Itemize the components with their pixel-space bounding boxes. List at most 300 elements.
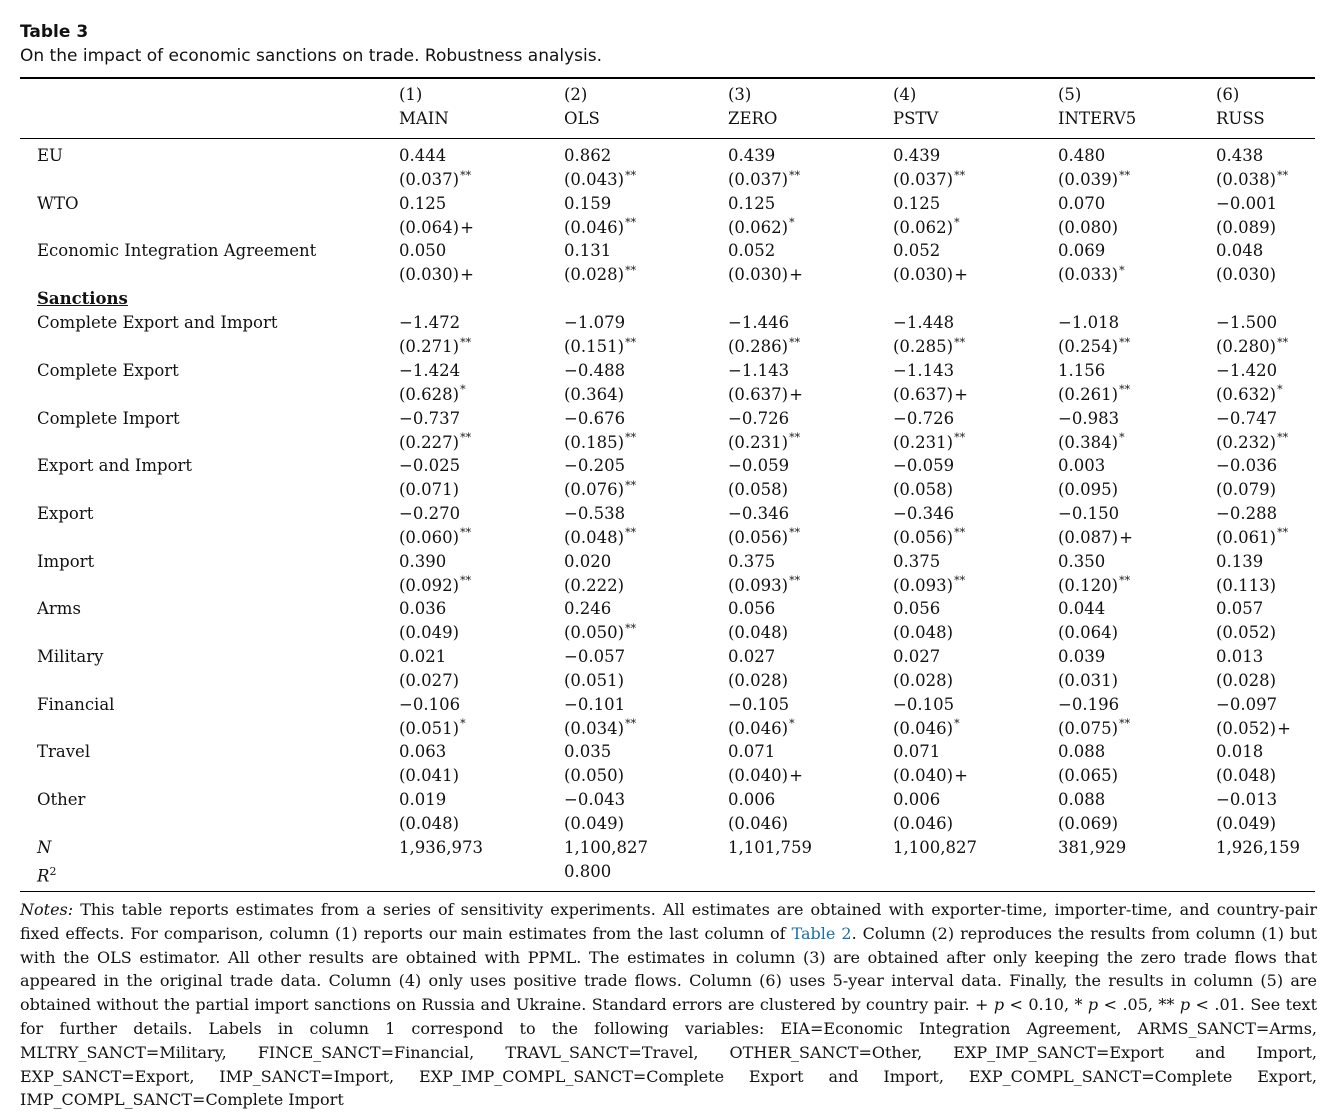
significance-marker: ** <box>625 168 637 182</box>
coefficient: −0.150 <box>1058 503 1120 523</box>
se-value: (0.033) <box>1058 265 1119 285</box>
coefficient: 0.071 <box>728 742 776 762</box>
coefficient: −0.676 <box>564 408 626 428</box>
coefficient: 0.139 <box>1216 551 1264 571</box>
se-value: (0.364) <box>564 384 625 404</box>
standard-error <box>893 433 965 453</box>
significance-marker: * <box>789 216 795 230</box>
se-value: (0.028) <box>564 265 625 285</box>
standard-error <box>893 480 953 500</box>
coefficient: 0.438 <box>1216 146 1264 165</box>
se-value: (0.286) <box>728 337 789 357</box>
significance-marker: ** <box>789 574 801 588</box>
coefficient: 0.044 <box>1058 599 1106 619</box>
se-value: (0.060) <box>399 527 460 547</box>
standard-error <box>399 719 466 739</box>
coefficient: −0.726 <box>893 408 955 428</box>
se-value: (0.062) <box>728 217 789 237</box>
observations: 1,101,759 <box>728 837 812 857</box>
coefficient: −0.196 <box>1058 694 1120 714</box>
se-value: (0.093) <box>728 575 789 595</box>
coefficient: 0.006 <box>893 790 941 810</box>
significance-marker: * <box>1277 383 1283 397</box>
se-value: (0.048) <box>1216 766 1277 786</box>
coefficient: −0.025 <box>399 456 461 476</box>
se-value: (0.037) <box>728 170 789 189</box>
standard-error <box>893 170 965 190</box>
coefficient: −1.424 <box>399 360 461 380</box>
significance-marker: ** <box>1119 335 1131 349</box>
se-value: (0.027) <box>399 671 460 690</box>
standard-error <box>1216 623 1276 643</box>
standard-error <box>1058 265 1125 285</box>
se-value: (0.064) <box>399 217 460 237</box>
standard-error <box>893 528 965 548</box>
standard-error <box>1216 766 1276 786</box>
coefficient: 0.088 <box>1058 742 1106 762</box>
table-caption: On the impact of economic sanctions on trade. Robustness analysis. <box>20 46 603 66</box>
standard-error <box>1058 623 1118 643</box>
standard-error <box>399 385 466 405</box>
header-rule <box>20 138 1315 139</box>
column-name: OLS <box>564 109 600 128</box>
standard-error <box>1216 576 1276 596</box>
standard-error <box>1058 337 1130 357</box>
p-symbol: p <box>1179 995 1191 1015</box>
section-heading-sanctions: Sanctions <box>37 289 128 309</box>
observations: 1,926,159 <box>1216 837 1300 857</box>
significance-marker: ** <box>954 335 966 349</box>
se-value: (0.030) <box>728 265 789 285</box>
se-value: (0.046) <box>893 718 954 738</box>
significance-marker: ** <box>625 335 637 349</box>
coefficient: 0.057 <box>1216 599 1264 619</box>
se-value: (0.041) <box>399 766 460 786</box>
standard-error <box>728 814 788 834</box>
row-label: Military <box>37 647 104 666</box>
row-label: Financial <box>37 694 115 714</box>
standard-error <box>564 218 636 238</box>
se-value: (0.030) <box>1216 265 1277 285</box>
coefficient: −1.448 <box>893 313 955 333</box>
significance-marker: + <box>1119 527 1133 547</box>
standard-error <box>893 814 953 834</box>
notes-text-1: This table reports estimates from a series of sensitivity experiments. All estimates are obtained with exporter-time, importer-time, and country-pair fixed effects. For comparison, column (1) reports our main estimates from the last column of <box>20 900 1317 943</box>
standard-error <box>399 265 474 285</box>
standard-error <box>1058 218 1118 238</box>
se-value: (0.064) <box>1058 623 1119 643</box>
standard-error <box>728 766 803 786</box>
coefficient: 0.390 <box>399 551 447 571</box>
standard-error <box>893 719 960 739</box>
coefficient: 0.003 <box>1058 456 1106 476</box>
coefficient: −0.983 <box>1058 408 1120 428</box>
standard-error <box>564 337 636 357</box>
significance-marker: ** <box>1119 168 1131 182</box>
coefficient: −0.205 <box>564 456 626 476</box>
row-label: EU <box>37 146 63 165</box>
coefficient: 0.350 <box>1058 551 1106 571</box>
coefficient: 0.013 <box>1216 647 1264 666</box>
standard-error <box>728 576 800 596</box>
coefficient: −0.747 <box>1216 408 1278 428</box>
significance-marker: ** <box>1277 168 1289 182</box>
significance-marker: + <box>954 384 968 404</box>
se-value: (0.028) <box>728 671 789 690</box>
standard-error <box>728 385 803 405</box>
coefficient: 0.246 <box>564 599 612 619</box>
significance-marker: ** <box>789 431 801 444</box>
column-name: PSTV <box>893 109 939 128</box>
standard-error <box>1058 671 1118 691</box>
standard-error <box>399 218 474 238</box>
se-value: (0.120) <box>1058 575 1119 595</box>
se-value: (0.271) <box>399 337 460 357</box>
significance-marker: + <box>789 384 803 404</box>
standard-error <box>399 337 471 357</box>
coefficient: 0.439 <box>728 146 776 165</box>
se-value: (0.632) <box>1216 384 1277 404</box>
se-value: (0.637) <box>728 384 789 404</box>
standard-error <box>399 623 459 643</box>
standard-error <box>1058 385 1130 405</box>
coefficient: 0.027 <box>893 647 941 666</box>
standard-error <box>728 671 788 691</box>
se-value: (0.254) <box>1058 337 1119 357</box>
se-value: (0.384) <box>1058 432 1119 452</box>
coefficient: 0.071 <box>893 742 941 762</box>
standard-error <box>893 623 953 643</box>
standard-error <box>399 814 459 834</box>
standard-error <box>564 814 624 834</box>
standard-error <box>1216 433 1288 453</box>
se-value: (0.231) <box>893 432 954 452</box>
observations: 1,936,973 <box>399 837 483 857</box>
se-value: (0.056) <box>728 527 789 547</box>
standard-error <box>1058 433 1125 453</box>
se-value: (0.087) <box>1058 527 1119 547</box>
n-label: N <box>37 837 52 857</box>
standard-error <box>399 671 459 691</box>
standard-error <box>728 337 800 357</box>
se-value: (0.093) <box>893 575 954 595</box>
standard-error <box>728 218 795 238</box>
coefficient: −0.036 <box>1216 456 1278 476</box>
standard-error <box>728 623 788 643</box>
coefficient: 0.036 <box>399 599 447 619</box>
se-value: (0.232) <box>1216 432 1277 452</box>
column-name: INTERV5 <box>1058 109 1137 128</box>
standard-error <box>399 433 471 453</box>
standard-error <box>1216 671 1276 691</box>
column-name: MAIN <box>399 109 449 128</box>
column-number: (2) <box>564 85 588 104</box>
se-value: (0.048) <box>728 623 789 643</box>
table-notes <box>20 898 1317 1112</box>
se-value: (0.095) <box>1058 480 1119 500</box>
significance-marker: ** <box>1119 717 1131 731</box>
se-value: (0.628) <box>399 384 460 404</box>
standard-error <box>399 170 471 190</box>
se-value: (0.046) <box>564 217 625 237</box>
standard-error <box>728 719 795 739</box>
row-label: WTO <box>37 193 79 213</box>
standard-error <box>564 671 624 691</box>
notes-text-5: < .01. See text for further details. Labels in column 1 correspond to the following variables: EIA=Economic Integration Agreement, ARMS_SANCT=Arms, MLTRY_SANCT=Military, FINCE_SANCT=Financial, TRAVL_SANCT=Travel, OTHER_SANCT=Other, EXP_IMP_SANCT=Export and Import, EXP_SANCT=Export, IMP_SANCT=Import, EXP_IMP_COMPL_SANCT=Complete Export and Import, EXP_COMPL_SANCT=Complete Export, IMP_COMPL_SANCT=Complete Import <box>20 995 1318 1110</box>
coefficient: 0.021 <box>399 647 447 666</box>
coefficient: 0.052 <box>893 241 941 261</box>
coefficient: 0.018 <box>1216 742 1264 762</box>
row-label: Other <box>37 790 86 810</box>
observations: 1,100,827 <box>893 837 977 857</box>
standard-error <box>564 576 624 596</box>
se-value: (0.075) <box>1058 718 1119 738</box>
coefficient: 0.039 <box>1058 647 1106 666</box>
standard-error <box>1216 528 1288 548</box>
coefficient: 0.056 <box>728 599 776 619</box>
significance-marker: * <box>1119 431 1125 444</box>
coefficient: −1.079 <box>564 313 626 333</box>
se-value: (0.049) <box>564 814 625 834</box>
se-value: (0.231) <box>728 432 789 452</box>
significance-marker: + <box>954 265 968 285</box>
standard-error <box>893 265 968 285</box>
standard-error <box>1058 719 1130 739</box>
r2-superscript: 2 <box>49 864 57 878</box>
coefficient: 0.862 <box>564 146 612 165</box>
coefficient: 0.048 <box>1216 241 1264 261</box>
significance-marker: ** <box>789 526 801 540</box>
significance-marker: ** <box>460 168 472 182</box>
coefficient: 0.159 <box>564 193 612 213</box>
se-value: (0.261) <box>1058 384 1119 404</box>
significance-marker: + <box>789 265 803 285</box>
coefficient: 0.035 <box>564 742 612 762</box>
se-value: (0.037) <box>893 170 954 189</box>
significance-marker: ** <box>625 717 637 731</box>
significance-marker: ** <box>954 574 966 588</box>
standard-error <box>1216 814 1276 834</box>
significance-marker: ** <box>625 621 637 635</box>
significance-marker: ** <box>954 526 966 540</box>
se-value: (0.048) <box>893 623 954 643</box>
significance-marker: ** <box>1277 335 1289 349</box>
se-value: (0.048) <box>564 527 625 547</box>
se-value: (0.039) <box>1058 170 1119 189</box>
standard-error <box>1058 766 1118 786</box>
se-value: (0.050) <box>564 623 625 643</box>
standard-error <box>564 480 636 500</box>
table-2-link[interactable]: Table 2 <box>791 923 852 943</box>
standard-error <box>1216 719 1291 739</box>
standard-error <box>1216 265 1276 285</box>
standard-error <box>1058 170 1130 190</box>
coefficient: 0.063 <box>399 742 447 762</box>
se-value: (0.031) <box>1058 671 1119 690</box>
significance-marker: ** <box>954 168 966 182</box>
se-value: (0.030) <box>399 265 460 285</box>
standard-error <box>564 623 636 643</box>
coefficient: 0.006 <box>728 790 776 810</box>
standard-error <box>1216 337 1288 357</box>
row-label: Complete Export and Import <box>37 313 278 333</box>
standard-error <box>399 766 459 786</box>
significance-marker: ** <box>625 478 637 492</box>
se-value: (0.037) <box>399 170 460 189</box>
row-label: Export <box>37 503 94 523</box>
coefficient: 0.125 <box>728 193 776 213</box>
coefficient: −0.288 <box>1216 503 1278 523</box>
standard-error <box>893 766 968 786</box>
standard-error <box>728 528 800 548</box>
coefficient: 0.444 <box>399 146 447 165</box>
row-label: Complete Export <box>37 360 179 380</box>
row-label: Travel <box>37 742 91 762</box>
coefficient: −0.737 <box>399 408 461 428</box>
standard-error <box>1058 576 1130 596</box>
column-number: (1) <box>399 85 423 104</box>
se-value: (0.280) <box>1216 337 1277 357</box>
coefficient: −0.013 <box>1216 790 1278 810</box>
coefficient: −0.043 <box>564 790 626 810</box>
se-value: (0.227) <box>399 432 460 452</box>
standard-error <box>564 719 636 739</box>
se-value: (0.050) <box>564 766 625 786</box>
coefficient: −0.346 <box>893 503 955 523</box>
column-number: (6) <box>1216 85 1240 104</box>
se-value: (0.151) <box>564 337 625 357</box>
se-value: (0.049) <box>1216 814 1277 834</box>
significance-marker: + <box>460 265 474 285</box>
r2-label: $R^2$ <box>37 864 57 886</box>
se-value: (0.285) <box>893 337 954 357</box>
coefficient: −0.726 <box>728 408 790 428</box>
column-number: (4) <box>893 85 917 104</box>
significance-marker: ** <box>1119 574 1131 588</box>
significance-marker: * <box>954 717 960 731</box>
column-number: (3) <box>728 85 752 104</box>
standard-error <box>893 385 968 405</box>
se-value: (0.034) <box>564 718 625 738</box>
significance-marker: * <box>460 383 466 397</box>
significance-marker: ** <box>1277 431 1289 444</box>
coefficient: 0.027 <box>728 647 776 666</box>
standard-error <box>399 480 459 500</box>
coefficient: 0.052 <box>728 241 776 261</box>
significance-marker: ** <box>789 335 801 349</box>
se-value: (0.069) <box>1058 814 1119 834</box>
se-value: (0.065) <box>1058 766 1119 786</box>
column-number: (5) <box>1058 85 1082 104</box>
significance-marker: * <box>1119 263 1125 277</box>
notes-lead: Notes: <box>20 900 74 919</box>
significance-marker: ** <box>460 431 472 444</box>
significance-marker: ** <box>625 526 637 540</box>
coefficient: 0.375 <box>893 551 941 571</box>
se-value: (0.061) <box>1216 527 1277 547</box>
significance-marker: ** <box>625 216 637 230</box>
standard-error <box>728 265 803 285</box>
coefficient: 0.056 <box>893 599 941 619</box>
significance-marker: * <box>460 717 466 731</box>
coefficient: 0.019 <box>399 790 447 810</box>
standard-error <box>893 671 953 691</box>
coefficient: −1.420 <box>1216 360 1278 380</box>
coefficient: −0.101 <box>564 694 626 714</box>
se-value: (0.076) <box>564 480 625 500</box>
se-value: (0.071) <box>399 480 460 500</box>
coefficient: −0.488 <box>564 360 626 380</box>
row-label: Import <box>37 551 95 571</box>
coefficient: −1.018 <box>1058 313 1120 333</box>
notes-text-3: < 0.10, * <box>1004 995 1088 1015</box>
standard-error <box>399 528 471 548</box>
standard-error <box>1216 218 1276 238</box>
se-value: (0.048) <box>399 814 460 834</box>
coefficient: −0.057 <box>564 647 626 666</box>
coefficient: −1.472 <box>399 313 461 333</box>
coefficient: 1.156 <box>1058 360 1106 380</box>
se-value: (0.028) <box>1216 671 1277 690</box>
row-label: Arms <box>37 599 81 619</box>
coefficient: 0.439 <box>893 146 941 165</box>
se-value: (0.058) <box>893 480 954 500</box>
se-value: (0.038) <box>1216 170 1277 189</box>
standard-error <box>1216 480 1276 500</box>
standard-error <box>1216 385 1283 405</box>
se-value: (0.043) <box>564 170 625 189</box>
significance-marker: + <box>1277 718 1291 738</box>
significance-marker: + <box>460 217 474 237</box>
standard-error <box>728 170 800 190</box>
coefficient: 0.125 <box>399 193 447 213</box>
coefficient: −0.105 <box>893 694 955 714</box>
coefficient: −0.106 <box>399 694 461 714</box>
standard-error <box>564 766 624 786</box>
coefficient: −0.097 <box>1216 694 1278 714</box>
coefficient: −1.143 <box>893 360 955 380</box>
se-value: (0.079) <box>1216 480 1277 500</box>
coefficient: 0.050 <box>399 241 447 261</box>
standard-error <box>564 433 636 453</box>
observations: 1,100,827 <box>564 837 648 857</box>
se-value: (0.040) <box>728 766 789 786</box>
se-value: (0.030) <box>893 265 954 285</box>
standard-error <box>1058 814 1118 834</box>
notes-text-2: . Column (2) reproduces the results from column (1) but with the OLS estimator. All other results are obtained with PPML. The estimates in column (3) are obtained after only keeping the zero trade flows that appeared in the original trade data. Column (4) only uses positive trade flows. Column (6) uses 5-year interval data. Finally, the results in column (5) are obtained without the partial import sanctions on Russia and Ukraine. Standard errors are clustered by country pair. + <box>20 923 1318 1015</box>
significance-marker: ** <box>1277 526 1289 540</box>
standard-error <box>893 576 965 596</box>
significance-marker: ** <box>460 574 472 588</box>
coefficient: 0.480 <box>1058 146 1106 165</box>
table-label: Table 3 <box>20 22 89 42</box>
se-value: (0.185) <box>564 432 625 452</box>
se-value: (0.028) <box>893 671 954 690</box>
coefficient: −0.346 <box>728 503 790 523</box>
coefficient: −0.538 <box>564 503 626 523</box>
se-value: (0.637) <box>893 384 954 404</box>
se-value: (0.049) <box>399 623 460 643</box>
se-value: (0.052) <box>1216 718 1277 738</box>
se-value: (0.046) <box>728 718 789 738</box>
se-value: (0.046) <box>728 814 789 834</box>
se-value: (0.089) <box>1216 217 1277 237</box>
coefficient: −1.143 <box>728 360 790 380</box>
coefficient: 0.375 <box>728 551 776 571</box>
se-value: (0.222) <box>564 575 625 595</box>
se-value: (0.046) <box>893 814 954 834</box>
coefficient: −1.446 <box>728 313 790 333</box>
